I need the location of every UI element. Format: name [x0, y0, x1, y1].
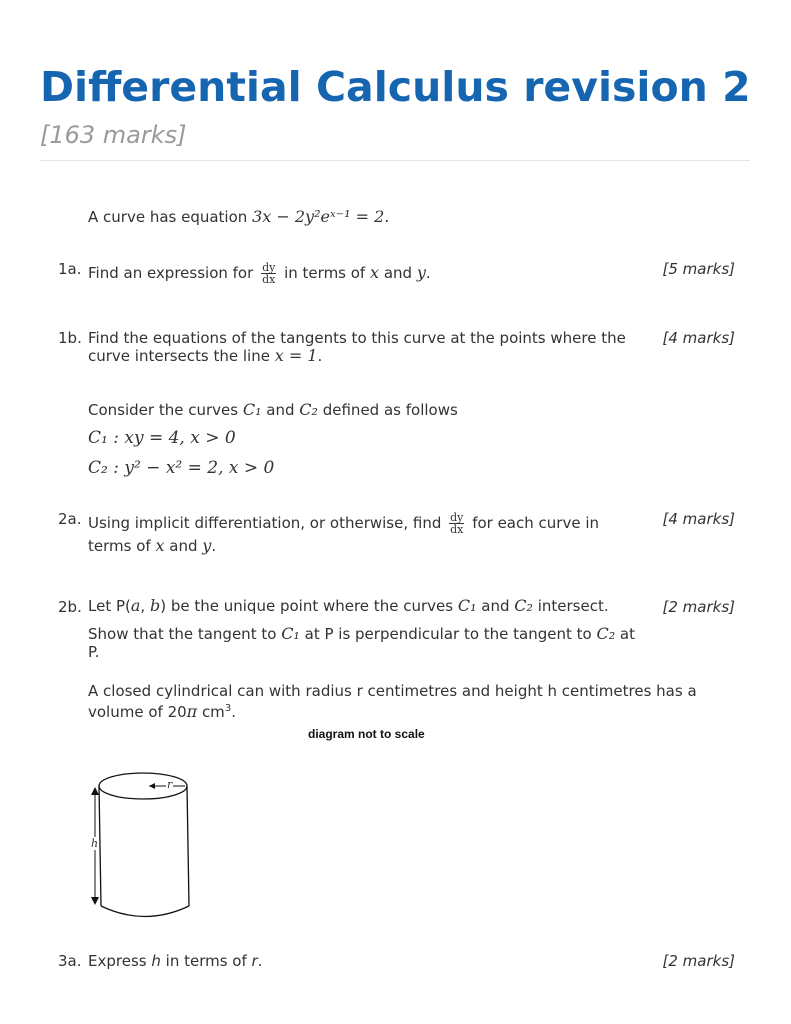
curve-c2-equation: C₂ : y² − x² = 2, x > 0	[88, 458, 275, 478]
cylinder-bottom	[101, 906, 189, 917]
derivative-fraction: $\frac{dy}{dx}$	[450, 511, 464, 536]
curve-equation: 3x − 2y²eˣ⁻¹ = 2.	[252, 207, 390, 226]
question-2a-text: Using implicit differentiation, or otherwise, find $\frac{dy}{dx}$ for each curve in terms of x and y.	[88, 511, 599, 555]
question-number: 1a.	[58, 260, 82, 278]
height-arrowhead-bottom	[91, 897, 99, 905]
title-text: Differential Calculus revision 2	[40, 63, 751, 111]
question-number: 3a.	[58, 952, 82, 970]
cylinder-left-side	[99, 786, 101, 906]
cylinder-right-side	[187, 786, 189, 906]
diagram-caption: diagram not to scale	[308, 727, 425, 741]
header-divider	[40, 160, 750, 161]
question-marks: [2 marks]	[662, 598, 735, 616]
curve-c1-equation: C₁ : xy = 4, x > 0	[88, 428, 236, 448]
intro-curve-equation: A curve has equation 3x − 2y²eˣ⁻¹ = 2.	[88, 207, 390, 226]
question-marks: [4 marks]	[662, 329, 735, 347]
question-number: 2b.	[58, 598, 82, 616]
question-number: 1b.	[58, 329, 82, 347]
question-marks: [2 marks]	[662, 952, 735, 970]
cylinder-diagram	[85, 765, 205, 925]
question-2b-text: Let P(a, b) be the unique point where the curves C₁ and C₂ intersect. Show that the tangent to C₁ at P is perpendicular to the tangent to C₂ at P.	[88, 596, 635, 661]
intro-cylinder: A closed cylindrical can with radius r centimetres and height h centimetres has a volume of 20π $cm^3$.	[88, 682, 697, 721]
derivative-fraction: $\frac{dy}{dx}$	[262, 261, 276, 286]
question-3a-text: Express h in terms of r.	[88, 952, 263, 970]
height-arrowhead-top	[91, 787, 99, 795]
question-number: 2a.	[58, 510, 82, 528]
height-label: h	[91, 837, 99, 850]
question-marks: [5 marks]	[662, 260, 735, 278]
question-1a-text: Find an expression for $\frac{dy}{dx}$ in terms of x and y.	[88, 261, 431, 286]
question-marks: [4 marks]	[662, 510, 735, 528]
total-marks: [163 marks]	[40, 121, 187, 149]
radius-label: r	[167, 778, 173, 791]
radius-arrowhead	[149, 783, 155, 789]
question-1b-text: Find the equations of the tangents to this curve at the points where the curve intersects the line x = 1.	[88, 329, 626, 365]
intro-curves: Consider the curves C₁ and C₂ defined as follows	[88, 400, 458, 419]
page-title	[40, 63, 760, 156]
